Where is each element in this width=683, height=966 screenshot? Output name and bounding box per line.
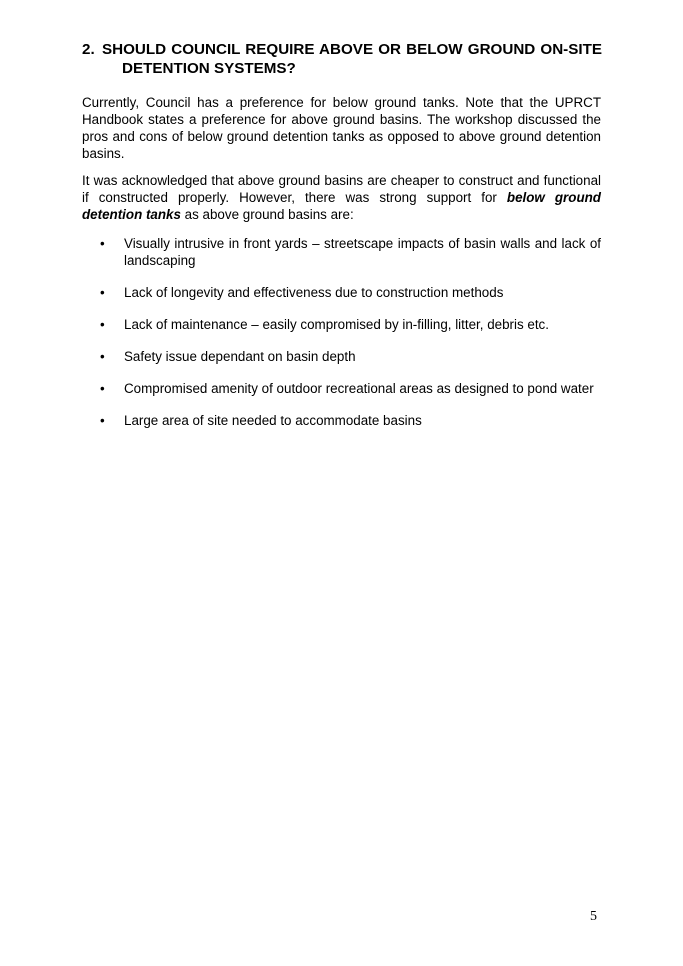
paragraph-current-preference: Currently, Council has a preference for below ground tanks. Note that the UPRCT Handbook states a preference for above ground basins. The workshop discussed the pros and cons of below ground detention tanks as opposed to above ground detention basins. — [82, 95, 601, 161]
list-item-text: Lack of longevity and effectiveness due to construction methods — [124, 285, 504, 300]
page-number: 5 — [590, 909, 597, 924]
bullet-icon: • — [100, 236, 105, 251]
list-item — [82, 348, 601, 365]
list-item — [82, 316, 601, 333]
bullet-icon: • — [100, 285, 105, 300]
list-item — [82, 284, 601, 301]
list-item — [82, 380, 601, 397]
list-item-text: Lack of maintenance – easily compromised by in-filling, litter, debris etc. — [124, 317, 549, 332]
list-item-text: Safety issue dependant on basin depth — [124, 349, 356, 364]
bullet-icon: • — [100, 413, 105, 428]
paragraph-acknowledgement — [82, 172, 601, 223]
section-number: 2. — [82, 41, 95, 58]
list-item-text: Large area of site needed to accommodate basins — [124, 413, 422, 428]
bullet-list — [82, 235, 601, 429]
paragraph-text: as above ground basins are: — [180, 207, 354, 222]
bullet-icon: • — [100, 317, 105, 332]
section-title: SHOULD COUNCIL REQUIRE ABOVE OR BELOW GROUND ON-SITE DETENTION SYSTEMS? — [102, 41, 602, 77]
list-item — [82, 412, 601, 429]
bullet-icon: • — [100, 349, 105, 364]
paragraph-text: It was acknowledged that above ground basins are cheaper to construct and functional if constructed properly. However, there was strong support for — [82, 173, 601, 205]
bullet-icon: • — [100, 381, 105, 396]
list-item-text: Visually intrusive in front yards – streetscape impacts of basin walls and lack of landscaping — [124, 236, 601, 268]
section-heading — [82, 40, 602, 78]
list-item — [82, 235, 601, 269]
emphasis-text: below ground detention tanks — [82, 190, 601, 222]
list-item-text: Compromised amenity of outdoor recreational areas as designed to pond water — [124, 381, 594, 396]
